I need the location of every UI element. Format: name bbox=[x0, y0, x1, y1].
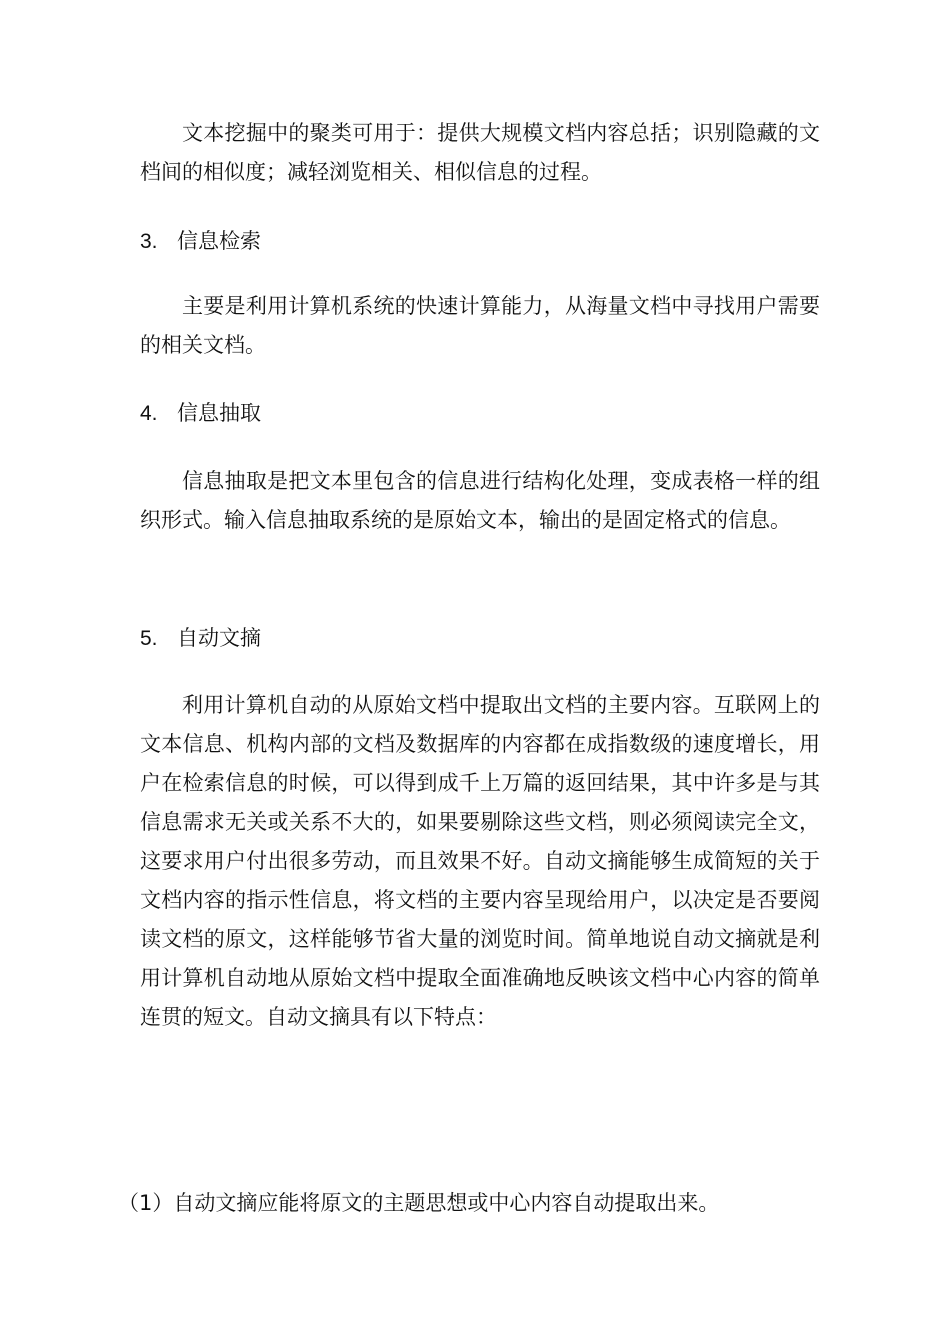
section-title: 信息抽取 bbox=[177, 401, 261, 425]
section-title: 信息检索 bbox=[177, 229, 261, 253]
section-title: 自动文摘 bbox=[177, 626, 261, 650]
section-number: 4. bbox=[140, 402, 158, 425]
paragraph-text-clustering: 文本挖掘中的聚类可用于：提供大规模文档内容总括；识别隐藏的文档间的相似度；减轻浏览相关、相似信息的过程。 bbox=[140, 121, 820, 184]
section-number: 5. bbox=[140, 627, 158, 650]
paragraph-information-extraction: 信息抽取是把文本里包含的信息进行结构化处理，变成表格一样的组织形式。输入信息抽取系统的是原始文本，输出的是固定格式的信息。 bbox=[140, 469, 820, 532]
paragraph-information-retrieval: 主要是利用计算机系统的快速计算能力，从海量文档中寻找用户需要的相关文档。 bbox=[140, 294, 820, 357]
section-number: 3. bbox=[140, 230, 158, 253]
list-item: （1）自动文摘应能将原文的主题思想或中心内容自动提取出来。 bbox=[118, 1191, 720, 1215]
section-heading-information-extraction bbox=[140, 398, 261, 429]
section-heading-information-retrieval bbox=[140, 226, 261, 257]
paragraph-automatic-summarization: 利用计算机自动的从原始文档中提取出文档的主要内容。互联网上的文本信息、机构内部的文档及数据库的内容都在成指数级的速度增长，用户在检索信息的时候，可以得到成千上万篇的返回结果，其中许多是与其信息需求无关或关系不大的，如果要剔除这些文档，则必须阅读完全文，这要求用户付出很多劳动，而且效果不好。自动文摘能够生成简短的关于文档内容的指示性信息，将文档的主要内容呈现给用户，以决定是否要阅读文档的原文，这样能够节省大量的浏览时间。简单地说自动文摘就是利用计算机自动地从原始文档中提取全面准确地反映该文档中心内容的简单连贯的短文。自动文摘具有以下特点： bbox=[140, 693, 820, 1029]
section-heading-automatic-summarization bbox=[140, 623, 261, 654]
